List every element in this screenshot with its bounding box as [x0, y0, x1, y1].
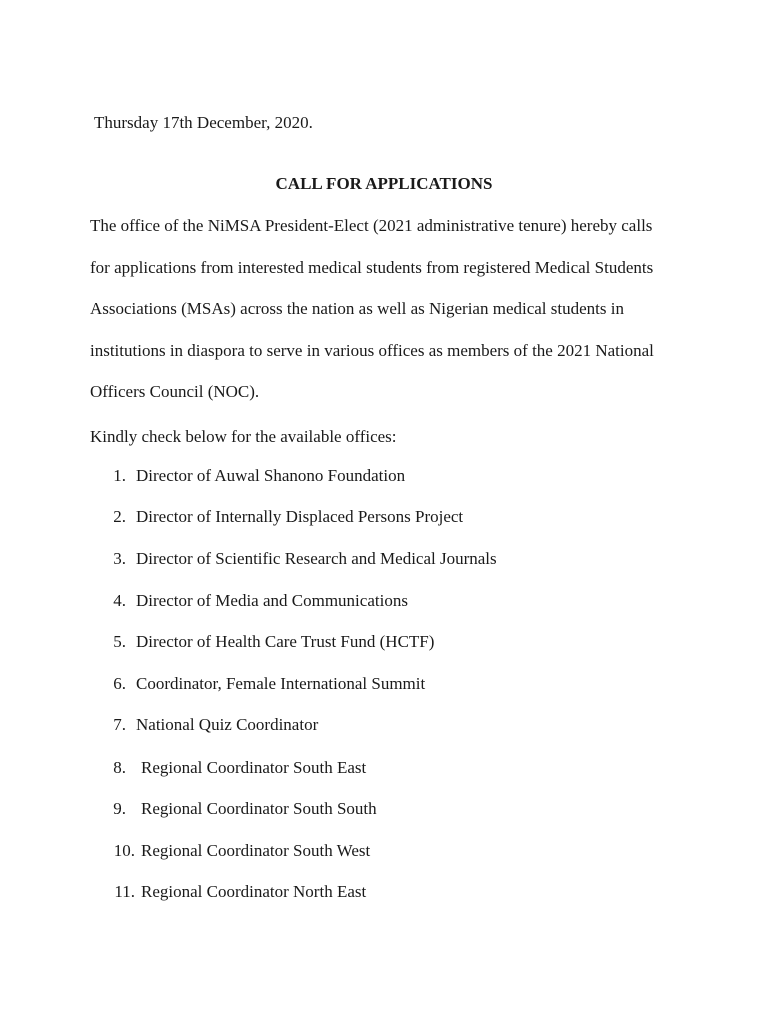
list-item-text: Regional Coordinator South South [141, 799, 377, 818]
paragraph-line: institutions in diaspora to serve in various offices as members of the 2021 National [90, 341, 654, 360]
list-item-number: 3. [113, 549, 126, 568]
list-item-text: Director of Health Care Trust Fund (HCTF) [136, 632, 435, 651]
list-item-text: Regional Coordinator North East [141, 882, 367, 901]
list-item-number: 10. [113, 841, 135, 860]
list-item-text: Director of Media and Communications [136, 591, 408, 610]
list-item-number: 5. [113, 632, 126, 651]
list-item-number: 8. [113, 758, 126, 777]
list-item-text: Coordinator, Female International Summit [136, 674, 426, 693]
list-item-text: Regional Coordinator South West [141, 841, 371, 860]
document-heading: CALL FOR APPLICATIONS [275, 174, 493, 193]
paragraph-line: The office of the NiMSA President-Elect (2021 administrative tenure) hereby calls [90, 216, 653, 235]
list-item-number: 1. [113, 466, 126, 485]
paragraph-line: for applications from interested medical students from registered Medical Students [90, 258, 654, 277]
list-item-number: 9. [113, 799, 126, 818]
list-item-number: 4. [113, 591, 126, 610]
paragraph-line: Officers Council (NOC). [90, 382, 260, 401]
list-item-text: Regional Coordinator South East [141, 758, 367, 777]
list-item-number: 7. [113, 715, 126, 734]
list-item-text: National Quiz Coordinator [136, 715, 319, 734]
list-item-text: Director of Internally Displaced Persons Project [136, 507, 464, 526]
offices-intro: Kindly check below for the available offices: [90, 427, 397, 446]
document-date: Thursday 17th December, 2020. [94, 113, 313, 132]
list-item-number: 6. [113, 674, 126, 693]
list-item-number: 2. [113, 507, 126, 526]
paragraph-line: Associations (MSAs) across the nation as well as Nigerian medical students in [90, 299, 624, 318]
list-item-number: 11. [114, 882, 135, 901]
list-item-text: Director of Scientific Research and Medical Journals [136, 549, 497, 568]
list-item-text: Director of Auwal Shanono Foundation [136, 466, 406, 485]
